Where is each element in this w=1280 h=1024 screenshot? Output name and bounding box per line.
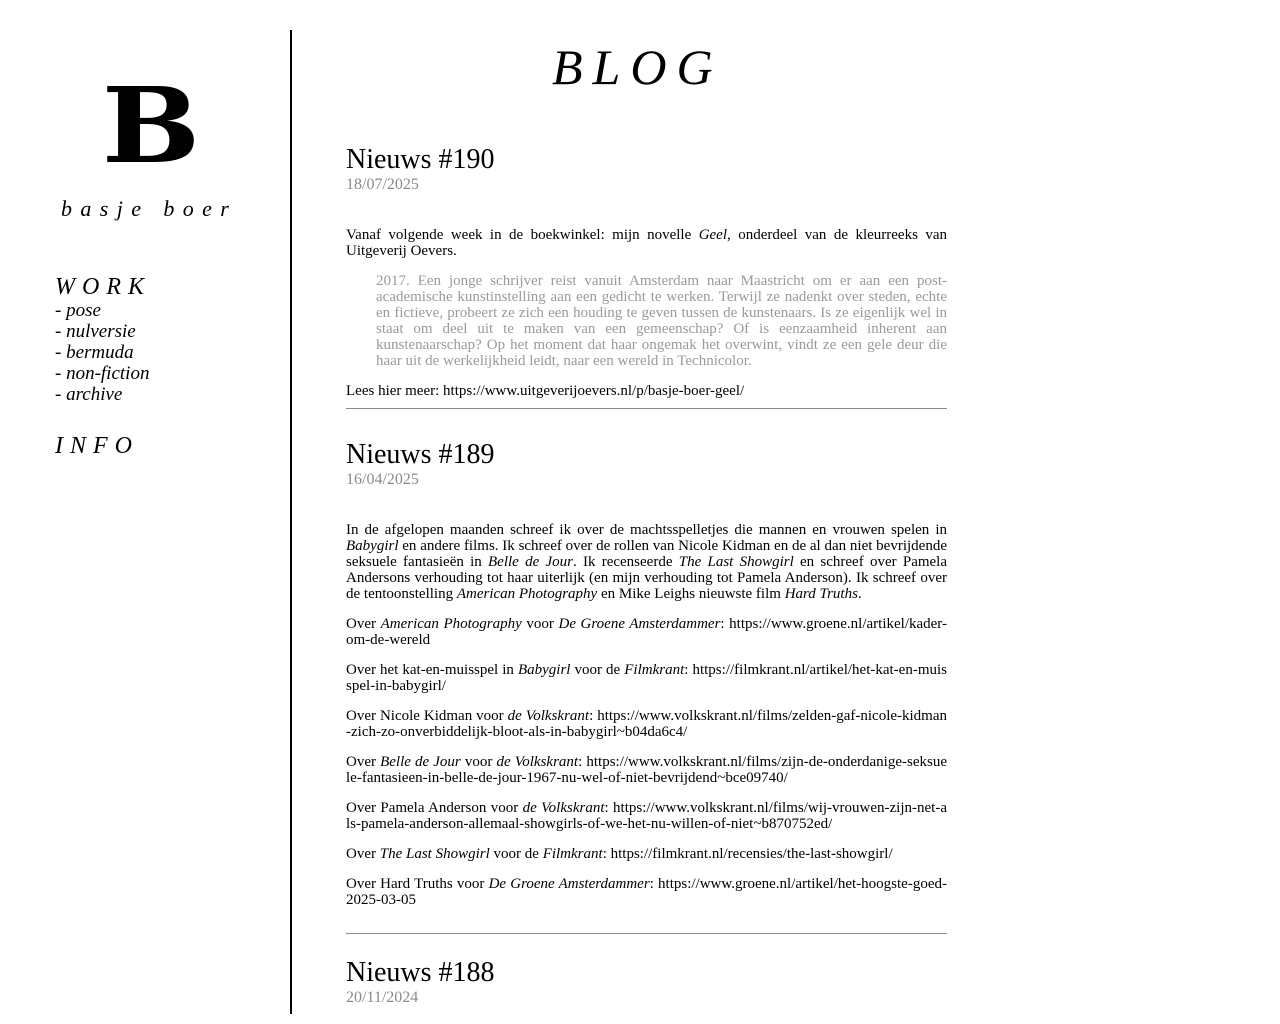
film-title: Babygirl	[346, 538, 399, 554]
text-em: Filmkrant	[624, 662, 685, 678]
site-name[interactable]: basje boer	[61, 196, 238, 221]
post-separator	[346, 933, 947, 934]
post-189	[346, 439, 947, 922]
read-more-link[interactable]: Lees hier meer: https://www.uitgeverijoevers.nl/p/basje-boer-geel/	[346, 383, 745, 399]
post-paragraph	[346, 522, 947, 602]
text-em: de Volkskrant	[496, 754, 579, 770]
text-span: voor de	[570, 662, 625, 678]
text-em: Filmkrant	[542, 846, 603, 862]
post-190	[346, 144, 947, 413]
text-span: Over	[346, 616, 381, 632]
nav-item-nulversie[interactable]: - nulversie	[55, 321, 136, 342]
text-span: : https://www.volkskrant.nl/films/zelden-gaf-nicole-kidman-zich-zo-onverbiddelijk-bloot-als-in-babygirl~b04da6c4/	[346, 708, 948, 740]
post-date: 18/07/2025	[346, 176, 419, 193]
post-body	[346, 227, 947, 399]
film-title: Hard Truths	[784, 586, 858, 602]
article-link-nicole-kidman[interactable]	[346, 708, 947, 740]
text-span: . Ik recenseerde	[572, 554, 679, 570]
text-span: In de afgelopen maanden schreef ik over de machtsspelletjes die mannen en vrouwen spelen in	[346, 522, 947, 538]
text-em: De Groene Amsterdammer	[488, 876, 650, 892]
text-span: en schreef over Pamela Andersons verhouding tot haar uiterlijk (en mijn verhouding tot Pamela Anderson). Ik schreef over de tentoonstelling	[346, 554, 948, 602]
sidebar	[0, 0, 290, 1024]
text-span: : https://filmkrant.nl/recensies/the-last-showgirl/	[602, 846, 893, 862]
article-link-babygirl[interactable]	[346, 662, 947, 694]
text-span: .	[857, 586, 862, 602]
work-menu	[55, 300, 149, 405]
text-em: Belle de Jour	[380, 754, 461, 770]
text-span: : https://www.groene.nl/artikel/het-hoogste-goed-2025-03-05	[346, 876, 947, 908]
post-188	[346, 957, 947, 1007]
sidebar-divider	[290, 30, 292, 1014]
text-span: , onderdeel van de kleurreeks van Uitgeverij Oevers.	[346, 227, 947, 259]
article-link-pamela-anderson[interactable]	[346, 800, 947, 832]
text-em: de Volkskrant	[507, 708, 590, 724]
film-title: Belle de Jour	[488, 554, 573, 570]
post-title[interactable]: Nieuws #190	[346, 144, 495, 175]
text-span: Over Pamela Anderson voor	[346, 800, 523, 816]
text-span: : https://filmkrant.nl/artikel/het-kat-en-muisspel-in-babygirl/	[346, 662, 947, 694]
post-separator	[346, 408, 947, 409]
text-span: : https://www.groene.nl/artikel/kader-om-de-wereld	[346, 616, 947, 648]
post-title[interactable]: Nieuws #189	[346, 439, 495, 470]
page-title: BLOG	[552, 39, 723, 95]
nav-item-non-fiction[interactable]: - non-fiction	[55, 363, 150, 384]
book-title: Geel	[698, 227, 728, 243]
text-span: voor de	[489, 846, 543, 862]
text-em: De Groene Amsterdammer	[558, 616, 721, 632]
nav-info-heading[interactable]: INFO	[55, 433, 139, 459]
article-link-last-showgirl[interactable]	[346, 846, 947, 862]
post-body	[346, 522, 947, 908]
site-logo[interactable]: B	[101, 64, 201, 187]
text-span: Over	[346, 846, 380, 862]
text-span: en Mike Leighs nieuwste film	[597, 586, 785, 602]
article-link-hard-truths[interactable]	[346, 876, 947, 908]
article-link-belle-de-jour[interactable]	[346, 754, 947, 786]
book-blurb: 2017. Een jonge schrijver reist vanuit Amsterdam naar Maastricht om er aan een post-academische kunstinstelling aan een gedicht te werken. Terwijl ze nadenkt over steden, echte en fictieve, probeert ze zich een houding te geven tussen de kunstenaars. Is ze eigenlijk wel in staat om deel uit te maken van een gemeenschap? Of is eenzaamheid inherent aan kunstenaarschap? Op het moment dat haar ongemak het overwint, vindt ze een gele deur die haar uit de werkelijkheid leidt, naar een wereld in Technicolor.	[376, 273, 947, 369]
text-span: Vanaf volgende week in de boekwinkel: mijn novelle	[346, 227, 699, 243]
text-span: voor	[521, 616, 559, 632]
post-paragraph	[346, 227, 947, 259]
post-date: 20/11/2024	[346, 989, 419, 1006]
post-title[interactable]: Nieuws #188	[346, 957, 495, 988]
text-span: Over het kat-en-muisspel in	[346, 662, 518, 678]
exhibition-title: American Photography	[456, 586, 598, 602]
text-span: en andere films. Ik schreef over de rollen van Nicole Kidman en de al dan niet bevrijdende seksuele fantasieën in	[346, 538, 947, 570]
nav-work-heading[interactable]: WORK	[55, 274, 151, 300]
film-title: The Last Showgirl	[678, 554, 794, 570]
text-em: American Photography	[380, 616, 522, 632]
text-span: : https://www.volkskrant.nl/films/wij-vrouwen-zijn-net-als-pamela-anderson-allemaal-showgirls-of-we-het-nu-willen-of-niet~b870752ed/	[346, 800, 947, 832]
text-span: Over	[346, 754, 381, 770]
text-span: Over Nicole Kidman voor	[346, 708, 508, 724]
text-span: : https://www.volkskrant.nl/films/zijn-de-onderdanige-seksuele-fantasieen-in-belle-de-jour-1967-nu-wel-of-niet-bevrijdend~bce09740/	[346, 754, 947, 786]
text-em: de Volkskrant	[522, 800, 605, 816]
text-em: The Last Showgirl	[379, 846, 490, 862]
nav-item-archive[interactable]: - archive	[55, 384, 123, 405]
text-span: voor	[460, 754, 497, 770]
nav-item-bermuda[interactable]: - bermuda	[55, 342, 134, 363]
post-date: 16/04/2025	[346, 471, 419, 488]
nav-item-pose[interactable]: - pose	[55, 300, 101, 321]
text-span: Over Hard Truths voor	[346, 876, 489, 892]
article-link-american-photography[interactable]	[346, 616, 947, 648]
text-em: Babygirl	[517, 662, 571, 678]
